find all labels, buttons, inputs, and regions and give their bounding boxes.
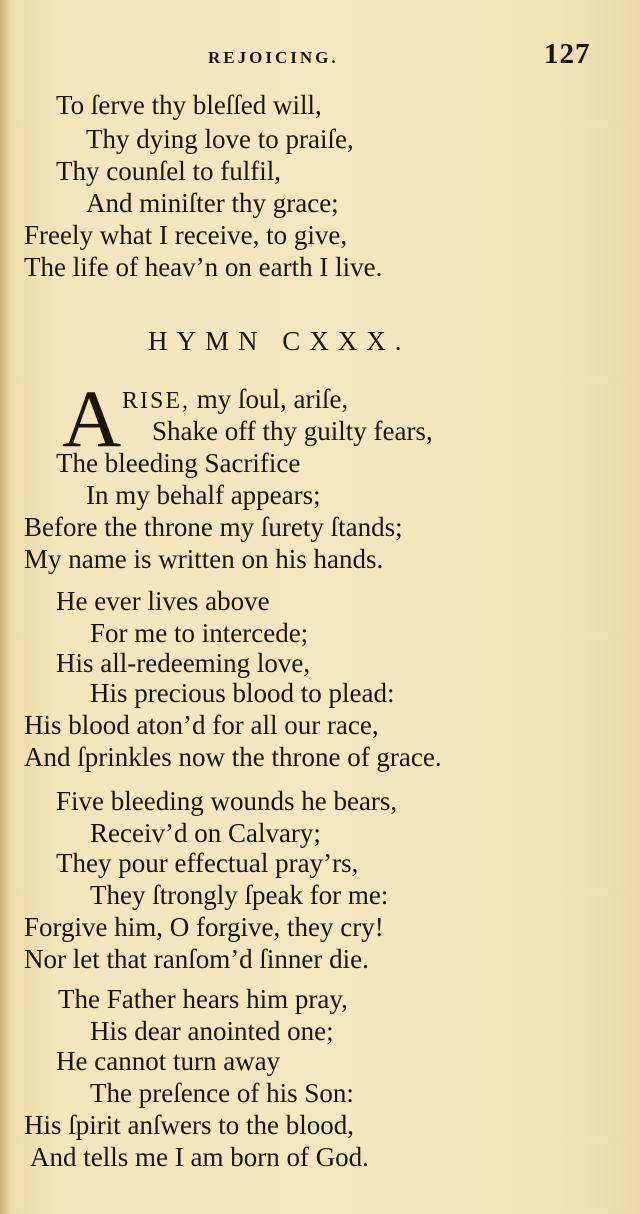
hymn-title: HYMN CXXX. xyxy=(148,326,411,356)
verse-line: And tells me I am born of God. xyxy=(30,1142,369,1172)
verse-line: The life of heav’n on earth I live. xyxy=(24,252,383,282)
verse-line: They pour effectual pray’rs, xyxy=(56,848,359,878)
verse-line: For me to intercede; xyxy=(90,618,309,648)
page-number: 127 xyxy=(544,38,591,70)
verse-line: Thy dying love to praiſe, xyxy=(86,124,354,154)
page-gutter-shadow xyxy=(0,0,10,1214)
verse-line: In my behalf appears; xyxy=(86,480,321,510)
verse-line: He ever lives above xyxy=(56,586,270,616)
verse-line: The preſence of his Son: xyxy=(90,1078,354,1108)
verse-line: The bleeding Sacrifice xyxy=(56,448,301,478)
verse-line: Five bleeding wounds he bears, xyxy=(56,786,398,816)
verse-line: And ſprinkles now the throne of grace. xyxy=(24,742,442,772)
verse-line: Nor let that ranſom’d ſinner die. xyxy=(24,944,369,974)
running-head: REJOICING. xyxy=(208,48,339,67)
verse-line: And miniſter thy grace; xyxy=(86,188,339,218)
verse-line: His precious blood to plead: xyxy=(90,678,395,708)
verse-line: Freely what I receive, to give, xyxy=(24,220,348,250)
verse-line: The Father hears him pray, xyxy=(58,984,348,1014)
verse-line: Thy counſel to fulfil, xyxy=(56,156,281,186)
verse-line: Before the throne my ſurety ſtands; xyxy=(24,512,403,542)
verse-line-first xyxy=(122,384,348,417)
verse-line: His blood aton’d for all our race, xyxy=(24,710,379,740)
verse-line: His ſpirit anſwers to the blood, xyxy=(24,1110,354,1140)
verse-line: Forgive him, O forgive, they cry! xyxy=(24,912,384,942)
drop-cap: A xyxy=(62,373,122,464)
verse-line: His dear anointed one; xyxy=(90,1016,334,1046)
verse-line: They ſtrongly ſpeak for me: xyxy=(90,880,389,910)
verse-line: To ſerve thy bleſſed will, xyxy=(56,90,322,120)
verse-line: Shake off thy guilty fears, xyxy=(152,416,433,446)
page-header xyxy=(0,38,640,78)
verse-line: His all-redeeming love, xyxy=(56,648,311,678)
verse-line: He cannot turn away xyxy=(56,1046,281,1076)
verse-line: Receiv’d on Calvary; xyxy=(90,818,321,848)
first-line-rest: my ſoul, ariſe, xyxy=(190,384,349,414)
first-word-rest: RISE, xyxy=(122,388,191,414)
verse-line: My name is written on his hands. xyxy=(24,544,384,574)
